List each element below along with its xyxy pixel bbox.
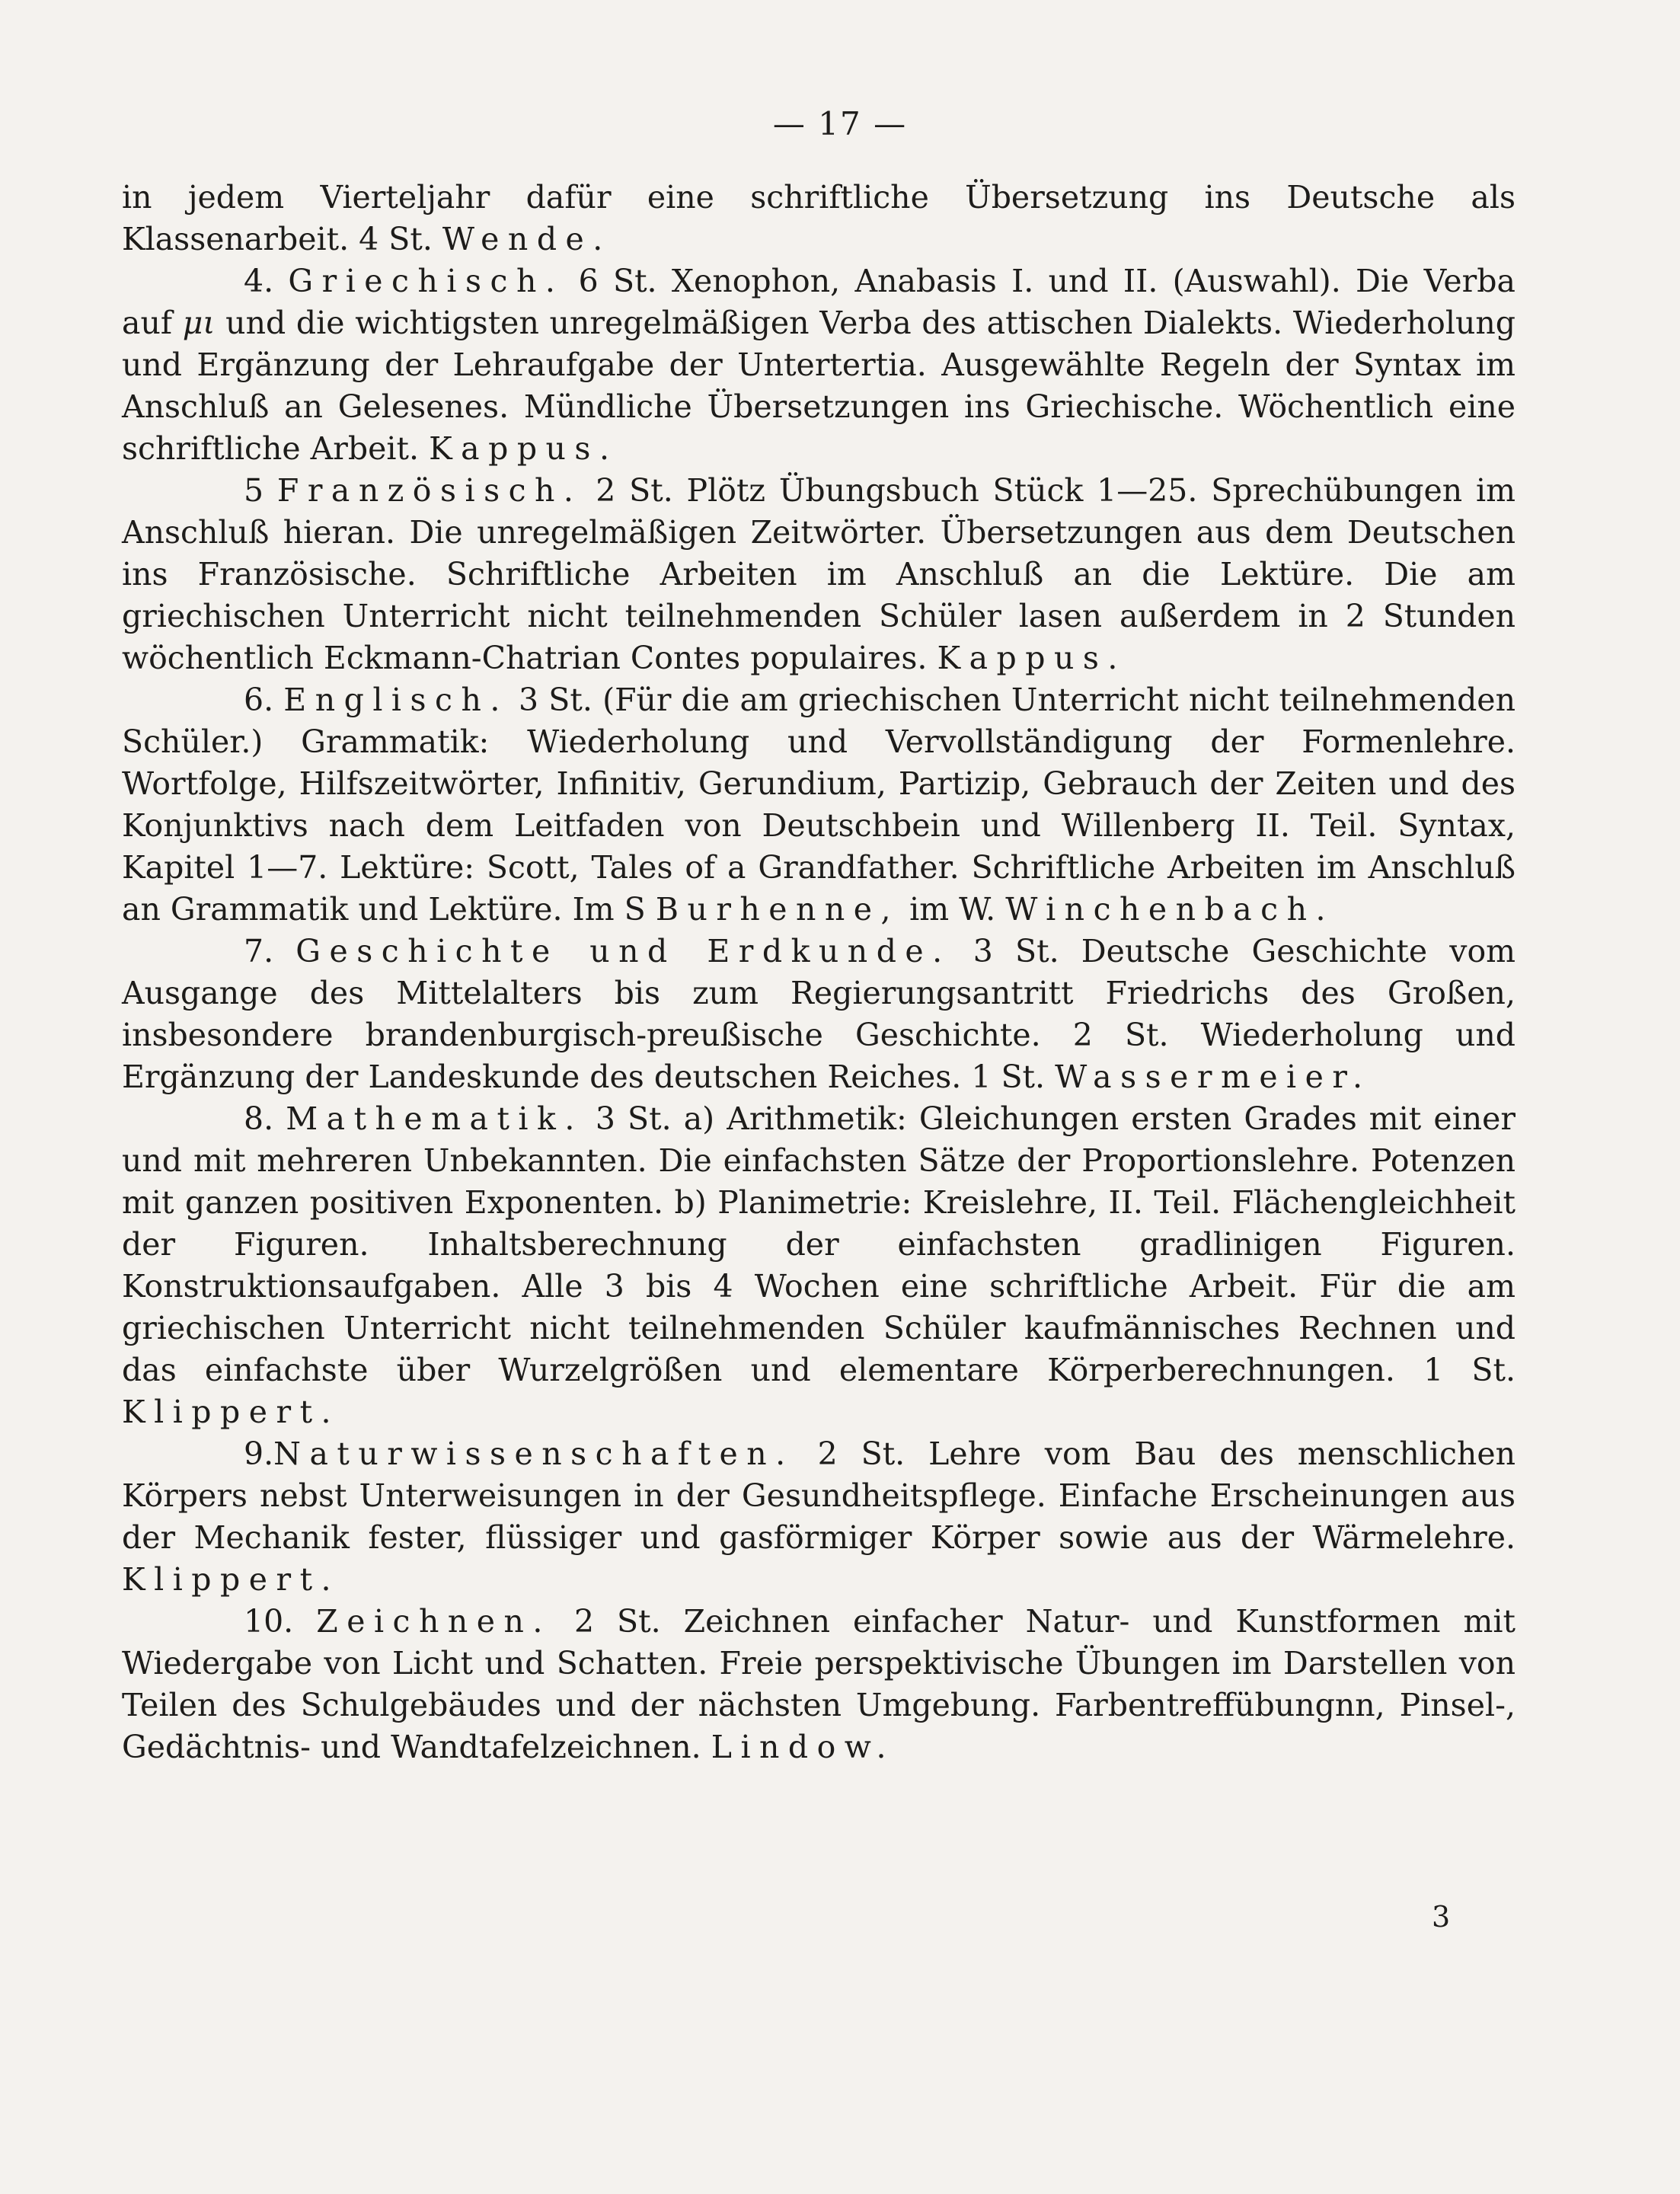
page-number: — 17 — [772, 105, 908, 142]
mathematik-text: 3 St. a) Arithmetik: Gleichungen ersten Grades mit einer und mit mehreren Unbekannten. Die einfachsten Sätze der Proportionslehre. Potenzen mit ganzen positiven Exponenten. b) Planimetrie: Kreislehre, II. Teil. Flächengleichheit der Figuren. Inhaltsberechnung der einfachsten gradlinigen Figuren. Konstruktionsaufgaben. Alle 3 bis 4 Wochen eine schriftliche Arbeit. Für die am griechischen Unterricht nicht teilnehmenden Schüler kaufmännisches Rechnen und das einfachste über Wurzelgrößen und elementare Körperberechnungen. 1 St. [122, 1100, 1516, 1388]
paragraph-naturwissenschaften [122, 1433, 1516, 1601]
teacher-lindow: Lindow. [711, 1729, 896, 1765]
teacher-kappus: Kappus. [429, 430, 618, 467]
paragraph-englisch [122, 679, 1516, 931]
naturwissenschaften-title: Naturwissenschaften. [273, 1436, 794, 1472]
franzoesisch-text: 2 St. Plötz Übungsbuch Stück 1—25. Sprechübungen im Anschluß hieran. Die unregelmäßigen Zeitwörter. Übersetzungen aus dem Deutschen ins Französische. Schriftliche Arbeiten im Anschluß an die Lektüre. Die am griechischen Unterricht nicht teilnehmenden Schüler lasen außerdem in 2 Stunden wöchentlich Eckmann-Chatrian Contes populaires. [122, 472, 1516, 676]
teacher-wassermeier: Wassermeier. [1055, 1059, 1372, 1095]
mathematik-title: Mathematik. [286, 1100, 583, 1137]
paragraph-geschichte [122, 931, 1516, 1098]
teacher-kappus: Kappus. [937, 640, 1126, 676]
paragraph-mathematik [122, 1098, 1516, 1433]
griechisch-number: 4. [244, 263, 274, 299]
zeichnen-number: 10. [244, 1603, 294, 1640]
greek-mi: μι [182, 305, 216, 341]
franzoesisch-title: Französisch. [276, 472, 583, 509]
paragraph-zeichnen [122, 1601, 1516, 1768]
geschichte-text: 3 St. Deutsche Geschichte vom Ausgange des Mittelalters bis zum Regierungsantritt Friedrichs des Großen, insbesondere brandenburgisch-preußische Geschichte. 2 St. Wiederholung und Ergänzung der Landeskunde des deutschen Reiches. 1 St. [122, 933, 1516, 1095]
englisch-text: 3 St. (Für die am griechischen Unterricht nicht teilnehmenden Schüler.) Grammatik: Wiederholung und Vervollständigung der Formenlehre. Wortfolge, Hilfszeitwörter, Infinitiv, Gerundium, Partizip, Gebrauch der Zeiten und des Konjunktivs nach dem Leitfaden von Deutschbein und Willenberg II. Teil. Syntax, Kapitel 1—7. Lektüre: Scott, Tales of a Grandfather. Schriftliche Arbeiten im Anschluß an Grammatik und Lektüre. Im S [122, 682, 1516, 928]
teacher-klippert: Klippert. [122, 1394, 340, 1430]
mathematik-number: 8. [244, 1100, 274, 1137]
griechisch-text-2: und die wichtigsten unregelmäßigen Verba des attischen Dialekts. Wiederholung und Ergänzung der Lehraufgabe der Untertertia. Ausgewählte Regeln der Syntax im Anschluß an Gelesenes. Mündliche Übersetzungen ins Griechische. Wöchentlich eine schriftliche Arbeit. [122, 305, 1516, 467]
continuation-text: in jedem Vierteljahr dafür eine schriftliche Übersetzung ins Deutsche als Klassenarbeit. 4 St. [122, 179, 1516, 257]
zeichnen-title: Zeichnen. [316, 1603, 551, 1640]
griechisch-title: Griechisch. [288, 263, 564, 299]
teacher-winchenbach: Winchenbach. [1005, 891, 1335, 928]
teacher-klippert: Klippert. [122, 1561, 340, 1598]
griechisch-text-1: 6 St. Xenophon, Anabasis I. und II. (Auswahl). Die Verba auf [122, 263, 1516, 341]
naturwissenschaften-number: 9. [244, 1436, 274, 1472]
sheet-signature: 3 [1432, 1900, 1451, 1934]
zeichnen-text: 2 St. Zeichnen einfacher Natur- und Kunstformen mit Wiedergabe von Licht und Schatten. Freie perspektivische Übungen im Darstellen von Teilen des Schulgebäudes und der nächsten Umgebung. Farbentreffübungnn, Pinsel-, Gedächtnis- und Wandtafelzeichnen. [122, 1603, 1516, 1765]
englisch-mid: im W. [899, 891, 996, 928]
geschichte-number: 7. [244, 933, 274, 969]
englisch-title: Englisch. [283, 682, 509, 718]
teacher-burhenne: Burhenne, [655, 891, 900, 928]
paragraph-continuation: in jedem Vierteljahr dafür eine schriftliche Übersetzung ins Deutsche als Klassenarbeit. 4 St. Wende. [122, 179, 1516, 257]
naturwissenschaften-text: 2 St. Lehre vom Bau des menschlichen Körpers nebst Unterweisungen in der Gesundheitspflege. Einfache Erscheinungen aus der Mechanik fester, flüssiger und gasförmiger Körper sowie aus der Wärmelehre. [122, 1436, 1516, 1556]
teacher-wende: Wende [442, 221, 593, 257]
paragraph-griechisch [122, 260, 1516, 470]
paragraph-franzoesisch [122, 470, 1516, 679]
body-text [122, 177, 1516, 1768]
geschichte-title: Geschichte und Erdkunde. [295, 933, 951, 969]
franzoesisch-number: 5 [244, 472, 264, 509]
englisch-number: 6. [244, 682, 274, 718]
